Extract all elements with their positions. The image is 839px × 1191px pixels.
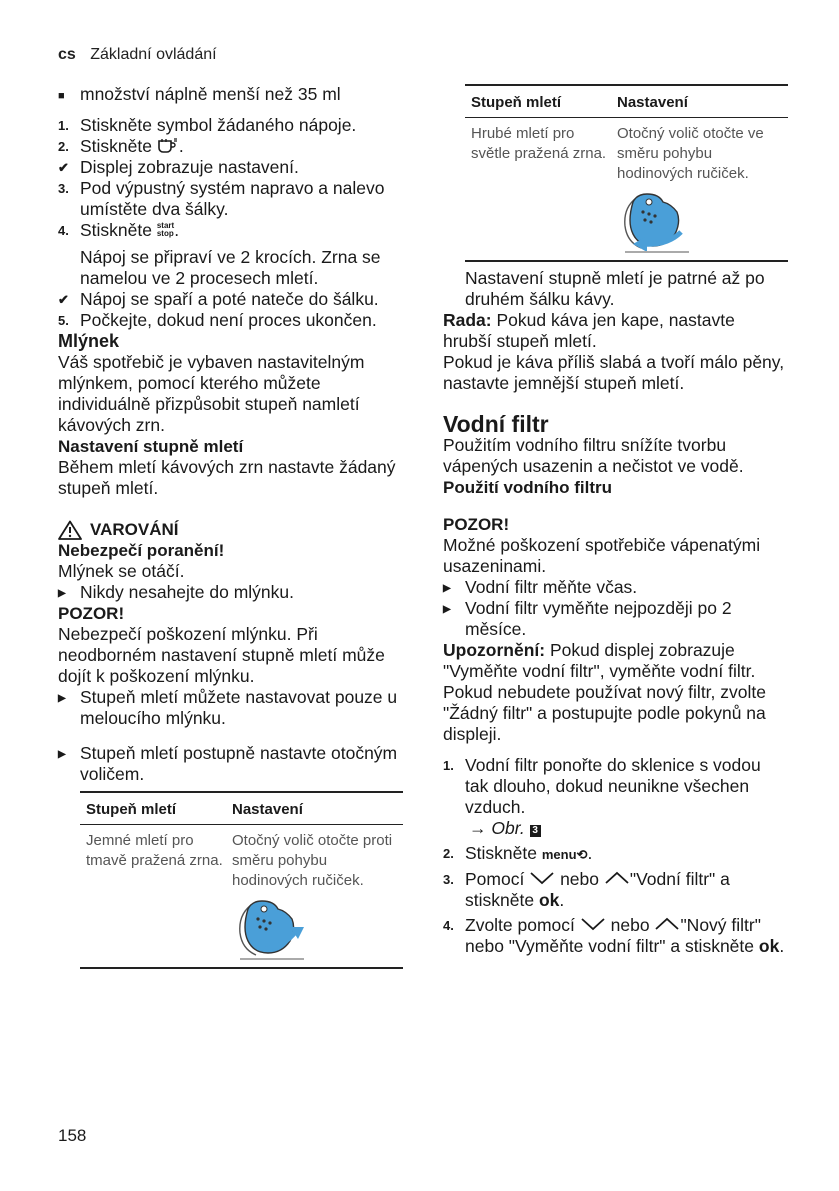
use-filter-heading: Použití vodního filtru	[443, 478, 613, 497]
table-header: Stupeň mletí Nastavení	[465, 86, 788, 118]
mlynek-heading: Mlýnek	[58, 331, 120, 351]
table-header: Stupeň mletí Nastavení	[80, 793, 403, 825]
pozor-bullet-2: ▶ Vodní filtr vyměňte nejpozději po 2 měsíce.	[443, 598, 732, 639]
chevron-down-icon	[580, 917, 606, 931]
chevron-up-icon	[604, 871, 630, 885]
language-code: cs	[58, 46, 76, 63]
chevron-up-icon	[654, 917, 680, 931]
check-icon: ✔	[58, 292, 69, 307]
pozor-title: POZOR!	[58, 604, 125, 623]
step-5: 5. Počkejte, dokud není proces ukončen.	[58, 310, 377, 330]
grinder-dial-clockwise-icon	[619, 192, 695, 254]
upozorneni-text: Upozornění: Pokud displej zobrazuje "Vyměňte vodní filtr", vyměňte vodní filtr.	[443, 640, 756, 681]
section-title: Základní ovládání	[90, 46, 217, 63]
left-column	[58, 84, 403, 969]
table-row: Jemné mletí pro tmavě pražená zrna. Otočný volič otočte proti směru pohybu hodinových ručiček.	[80, 825, 403, 967]
step-2: 2. Stiskněte .	[58, 136, 184, 156]
warning-text: Mlýnek se otáčí.	[58, 561, 185, 581]
warning-title: VAROVÁNÍ	[58, 519, 403, 540]
step-1: 1. Stiskněte symbol žádaného nápoje.	[58, 115, 357, 135]
filter-step-1: 1. Vodní filtr ponořte do sklenice s vodou tak dlouho, dokud neunikne všechen vzduch. → Obr. 3	[443, 755, 761, 838]
result-1: ✔ Displej zobrazuje nastavení.	[58, 157, 299, 177]
check-icon: ✔	[58, 160, 69, 175]
triangle-bullet-icon: ▶	[58, 588, 66, 599]
nastaveni-heading: Nastavení stupně mletí	[58, 437, 244, 456]
result-2: ✔ Nápoj se spaří a poté nateče do šálku.	[58, 289, 379, 309]
table-row: Hrubé mletí pro světle pražená zrna. Otočný volič otočte ve směru pohybu hodinových ručiček.	[465, 118, 788, 260]
rada-text-2: Pokud je káva příliš slabá a tvoří málo pěny, nastavte jemnější stupeň mletí.	[443, 352, 785, 393]
list-item: ■ množství náplně menší než 35 ml	[58, 84, 403, 105]
grinder-dial-counterclockwise-icon	[234, 899, 310, 961]
pozor-bullet-1: ▶ Vodní filtr měňte včas.	[443, 577, 638, 597]
grind-table-fine	[80, 791, 403, 969]
pozor-bullet-1: ▶ Stupeň mletí můžete nastavovat pouze u meloucího mlýnku.	[58, 687, 398, 728]
figure-number: 3	[530, 825, 541, 837]
rada-text: Rada: Pokud káva jen kape, nastavte hrubší stupeň mletí.	[443, 310, 735, 351]
filter-heading: Vodní filtr	[443, 411, 549, 437]
table-note: Nastavení stupně mletí je patrné až po druhém šálku kávy.	[465, 268, 765, 309]
warning-subtitle: Nebezpečí poranění!	[58, 541, 225, 560]
step-4: 4. Stiskněte start stop.	[58, 220, 180, 240]
pozor-bullet-2: ▶ Stupeň mletí postupně nastavte otočným voličem.	[58, 743, 398, 784]
square-bullet-icon: ■	[58, 90, 65, 102]
filter-step-4: 4. Zvolte pomocí nebo "Nový filtr" nebo "Vyměňte vodní filtr" a stiskněte ok.	[443, 915, 785, 956]
mlynek-text: Váš spotřebič je vybaven nastavitelným mlýnkem, pomocí kterého můžete individuálně přizpůsobit stupeň namletí kávových zrn.	[58, 352, 365, 435]
warning-bullet: ▶ Nikdy nesahejte do mlýnku.	[58, 582, 294, 602]
filter-text: Použitím vodního filtru snížíte tvorbu vápených usazenin a nečistot ve vodě.	[443, 435, 744, 476]
step-4-note: Nápoj se připraví ve 2 krocích. Zrna se namelou ve 2 procesech mletí.	[80, 247, 381, 288]
pozor-title: POZOR!	[443, 515, 510, 534]
menu-icon: menu⟲	[541, 847, 588, 862]
grind-table-coarse	[465, 84, 788, 262]
pozor-text: Nebezpečí poškození mlýnku. Při neodborném nastavení stupně mletí může dojít k poškození mlýnku.	[58, 624, 385, 686]
pozor-text: Možné poškození spotřebiče vápenatými usazeninami.	[443, 535, 761, 576]
chevron-down-icon	[529, 871, 555, 885]
page-number: 158	[58, 1126, 87, 1145]
start-stop-icon: start stop	[156, 221, 175, 238]
double-cup-icon	[157, 138, 179, 154]
step-3: 3. Pod výpustný systém napravo a nalevo umístěte dva šálky.	[58, 178, 385, 219]
upozorneni-text-2: Pokud nebudete používat nový filtr, zvolte "Žádný filtr" a postupujte podle pokynů na displeji.	[443, 682, 766, 744]
nastaveni-text: Během mletí kávových zrn nastavte žádaný stupeň mletí.	[58, 457, 396, 498]
page-header	[58, 46, 217, 64]
warning-triangle-icon	[58, 520, 82, 540]
right-column	[443, 84, 788, 957]
filter-step-3: 3. Pomocí nebo "Vodní filtr" a stiskněte ok.	[443, 869, 730, 910]
filter-step-2: 2. Stiskněte menu⟲.	[443, 843, 593, 863]
